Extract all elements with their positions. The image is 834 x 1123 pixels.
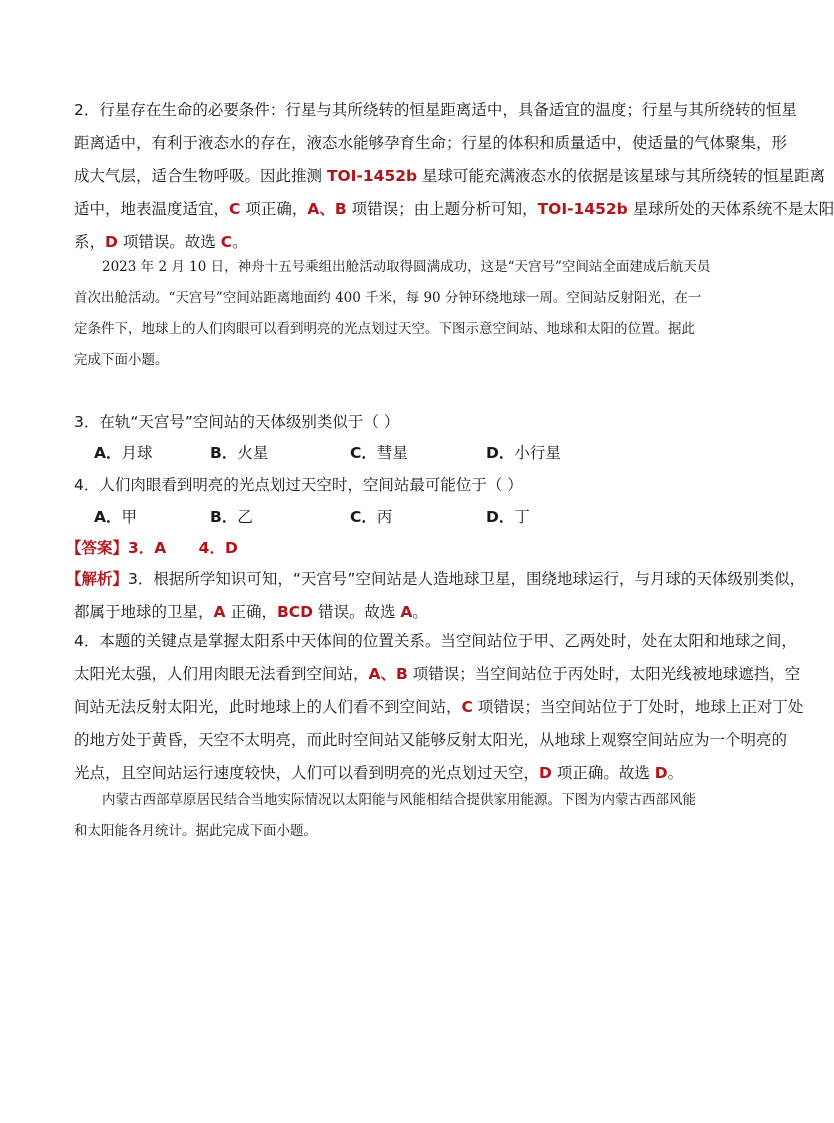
option-label: D． [486,444,515,462]
text-line: 定条件下，地球上的人们肉眼可以看到明亮的光点划过天空。下图示意空间站、地球和太阳的位置。据此 [74,321,695,337]
text-line [74,691,804,724]
highlight-term: C [220,233,233,251]
analysis-section [66,563,805,629]
text-span: 项错误；当空间站位于丁处时，地球上正对丁处 [472,698,804,716]
text-span: 星球可能充满液态水的依据是该星球与其所绕转的恒星距离 [417,167,826,185]
text-line [74,193,834,226]
question-3 [74,406,724,439]
highlight-term: C [461,698,473,716]
reading-passage-space-station [74,252,724,376]
highlight-term: D [654,764,668,782]
highlight-term: A、B [307,200,347,218]
option-label: B． [210,508,238,526]
text-line: 的地方处于黄昏，天空不太明亮，而此时空间站又能够反射太阳光，从地球上观察空间站应为一个明亮的 [74,731,788,749]
text-span: 3．根据所学知识可知，“天宫号”空间站是人造地球卫星，围绕地球运行，与月球的天体级别类似， [128,570,805,588]
highlight-term: BCD [276,603,314,621]
option-text: 甲 [121,508,138,526]
text-span: 正确， [225,603,277,621]
text-span: 光点，且空间站运行速度较快，人们可以看到明亮的光点划过天空， [74,764,540,782]
option-label: A． [94,444,122,462]
text-span: 都属于地球的卫星， [74,603,214,621]
text-span: 错误。故选 [313,603,401,621]
text-span: 项错误；由上题分析可知， [346,200,538,218]
option-c[interactable] [350,501,392,534]
text-span: 。 [232,233,248,251]
text-span: 项错误；当空间站位于丙处时，太阳光线被地球遮挡，空 [407,665,801,683]
question-stem: 3．在轨“天宫号”空间站的天体级别类似于（ ） [74,413,400,431]
highlight-term: D [105,233,118,251]
question-3-options [94,437,714,470]
q2-explanation [74,94,834,259]
text-line: 距离适中，有利于液态水的存在，液态水能够孕育生命；行星的体积和质量适中，使适量的气体聚集，形 [74,134,788,152]
question-4-options [94,501,714,534]
answer-text: 3．A 4．D [128,539,238,557]
text-line: 和太阳能各月统计。据此完成下面小题。 [74,823,317,839]
option-a[interactable] [94,437,153,470]
option-label: A． [94,508,122,526]
option-label: C． [350,444,377,462]
text-span: 项正确。故选 [551,764,655,782]
option-c[interactable] [350,437,408,470]
option-text: 丁 [514,508,530,526]
option-d[interactable] [486,501,530,534]
question-4 [74,469,724,502]
option-b[interactable] [210,437,268,470]
highlight-term: A [213,603,226,621]
text-line [66,532,716,565]
option-label: B． [210,444,238,462]
text-span: 项错误。故选 [117,233,221,251]
text-span: 。 [412,603,428,621]
text-line: 2023 年 2 月 10 日，神舟十五号乘组出舱活动取得圆满成功，这是“天宫号”空间站全面建成后航天员 [102,259,711,275]
analysis-tag: 【解析】 [66,570,129,588]
highlight-term: C [229,200,241,218]
text-line: 内蒙古西部草原居民结合当地实际情况以太阳能与风能相结合提供家用能源。下图为内蒙古西部风能 [102,792,696,808]
option-d[interactable] [486,437,561,470]
option-text: 乙 [237,508,253,526]
highlight-term: TOI-1452b [537,200,628,218]
option-a[interactable] [94,501,137,534]
text-line [74,160,826,193]
text-span: 成大气层，适合生物呼吸。因此推测 [74,167,327,185]
answer-tag: 【答案】 [66,539,129,557]
answer-section [66,532,716,565]
text-line: 完成下面小题。 [74,352,169,368]
text-line: 2．行星存在生命的必要条件：行星与其所绕转的恒星距离适中，具备适宜的温度；行星与其所绕转的恒星 [74,101,797,119]
analysis-q4 [74,625,804,790]
text-span: 。 [667,764,684,782]
text-span: 太阳光太强，人们用肉眼无法看到空间站， [74,665,369,683]
option-label: C． [350,508,377,526]
highlight-term: TOI-1452b [326,167,418,185]
question-stem: 4．人们肉眼看到明亮的光点划过天空时，空间站最可能位于（ ） [74,476,523,494]
option-text: 火星 [237,444,269,462]
option-text: 丙 [376,508,393,526]
text-span: 适中，地表温度适宜， [74,200,230,218]
text-span: 项正确， [240,200,308,218]
highlight-term: D [539,764,552,782]
text-line [74,658,801,691]
highlight-term: A、B [368,665,408,683]
reading-passage-inner-mongolia [74,785,724,847]
option-label: D． [486,508,515,526]
text-span: 星球所处的天体系统不是太阳 [627,200,834,218]
option-text: 彗星 [376,444,408,462]
option-text: 小行星 [514,444,561,462]
option-text: 月球 [121,444,153,462]
option-b[interactable] [210,501,253,534]
text-span: 间站无法反射太阳光，此时地球上的人们看不到空间站， [74,698,462,716]
text-line: 首次出舱活动。“天宫号”空间站距离地面约 400 千米，每 90 分钟环绕地球一周。空间站反射阳光，在一 [74,290,702,306]
text-line: 4．本题的关键点是掌握太阳系中天体间的位置关系。当空间站位于甲、乙两处时，处在太阳和地球之间， [74,632,797,650]
text-span: 系， [74,233,106,251]
text-line [66,563,805,596]
highlight-term: A [400,603,413,621]
